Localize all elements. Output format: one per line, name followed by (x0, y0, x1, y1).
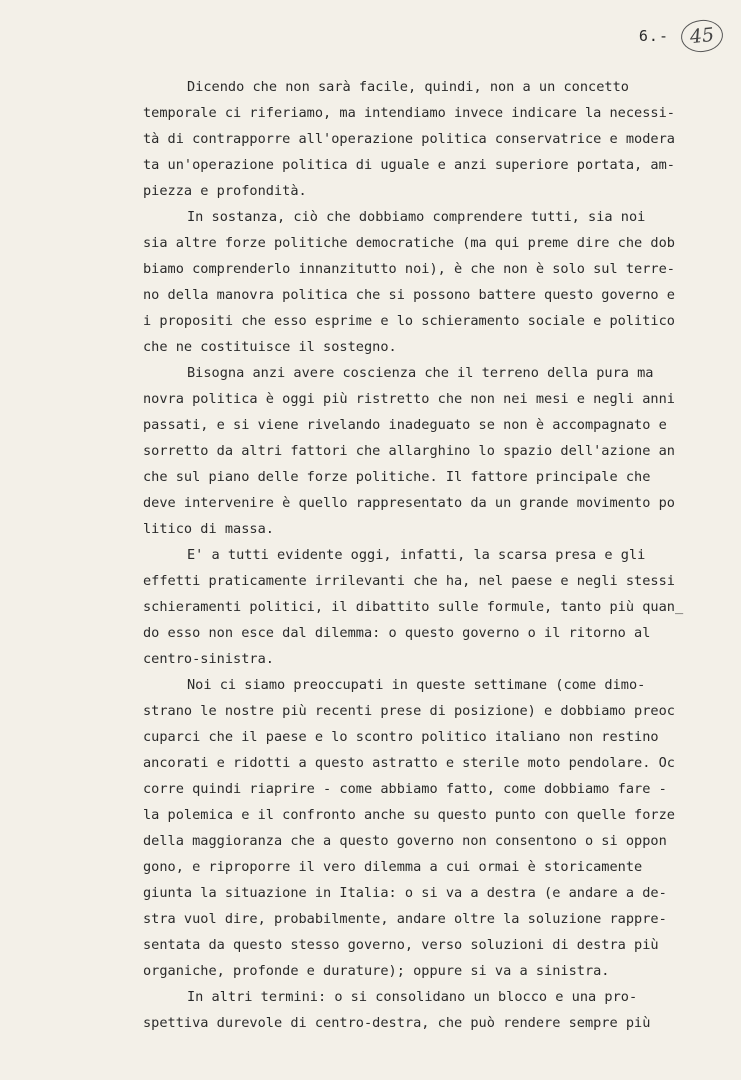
text-line: sia altre forze politiche democratiche (ma qui preme dire che dob (143, 235, 675, 251)
text-line: schieramenti politici, il dibattito sulle formule, tanto più quan_ (143, 599, 684, 615)
text-line: In sostanza, ciò che dobbiamo comprendere tutti, sia noi (187, 209, 646, 225)
text-line: della maggioranza che a questo governo non consentono o si oppon (143, 833, 667, 849)
text-line: novra politica è oggi più ristretto che non nei mesi e negli anni (143, 391, 675, 407)
text-line: ancorati e ridotti a questo astratto e sterile moto pendolare. Oc (143, 755, 675, 771)
text-line: temporale ci riferiamo, ma intendiamo invece indicare la necessi- (143, 105, 675, 121)
text-line: In altri termini: o si consolidano un blocco e una pro- (187, 989, 638, 1005)
text-line: E' a tutti evidente oggi, infatti, la scarsa presa e gli (187, 547, 646, 563)
page-header (639, 18, 723, 54)
text-line: biamo comprenderlo innanzitutto noi), è che non è solo sul terre- (143, 261, 675, 277)
text-line: gono, e riproporre il vero dilemma a cui ormai è storicamente (143, 859, 643, 875)
text-line: spettiva durevole di centro-destra, che può rendere sempre più (143, 1015, 651, 1031)
text-line: Dicendo che non sarà facile, quindi, non a un concetto (187, 79, 629, 95)
text-line: deve intervenire è quello rappresentato da un grande movimento po (143, 495, 675, 511)
text-line: sentata da questo stesso governo, verso soluzioni di destra più (143, 937, 659, 953)
text-line: strano le nostre più recenti prese di posizione) e dobbiamo preoc (143, 703, 675, 719)
text-line: la polemica e il confronto anche su questo punto con quelle forze (143, 807, 675, 823)
text-line: Noi ci siamo preoccupati in queste settimane (come dimo- (187, 677, 646, 693)
text-line: piezza e profondità. (143, 183, 307, 199)
text-line: do esso non esce dal dilemma: o questo governo o il ritorno al (143, 625, 651, 641)
text-line: tà di contrapporre all'operazione politica conservatrice e modera (143, 131, 675, 147)
page-number: 6.- (638, 27, 669, 45)
text-line: Bisogna anzi avere coscienza che il terreno della pura ma (187, 365, 654, 381)
text-line: organiche, profonde e durature); oppure si va a sinistra. (143, 963, 610, 979)
text-line: che ne costituisce il sostegno. (143, 339, 397, 355)
text-line: no della manovra politica che si possono battere questo governo e (143, 287, 675, 303)
text-line: passati, e si viene rivelando inadeguato se non è accompagnato e (143, 417, 667, 433)
page-stamp: 45 (679, 18, 724, 54)
text-line: corre quindi riaprire - come abbiamo fatto, come dobbiamo fare - (143, 781, 667, 797)
text-line: giunta la situazione in Italia: o si va a destra (e andare a de- (143, 885, 667, 901)
text-line: i propositi che esso esprime e lo schieramento sociale e politico (143, 313, 675, 329)
text-line: cuparci che il paese e lo scontro politico italiano non restino (143, 729, 659, 745)
text-line: litico di massa. (143, 521, 274, 537)
text-line: sorretto da altri fattori che allarghino lo spazio dell'azione an (143, 443, 675, 459)
text-line: stra vuol dire, probabilmente, andare oltre la soluzione rappre- (143, 911, 667, 927)
text-line: che sul piano delle forze politiche. Il fattore principale che (143, 469, 651, 485)
text-line: effetti praticamente irrilevanti che ha, nel paese e negli stessi (143, 573, 675, 589)
text-line: centro-sinistra. (143, 651, 274, 667)
text-line: ta un'operazione politica di uguale e anzi superiore portata, am- (143, 157, 675, 173)
typewritten-text (143, 74, 688, 1036)
